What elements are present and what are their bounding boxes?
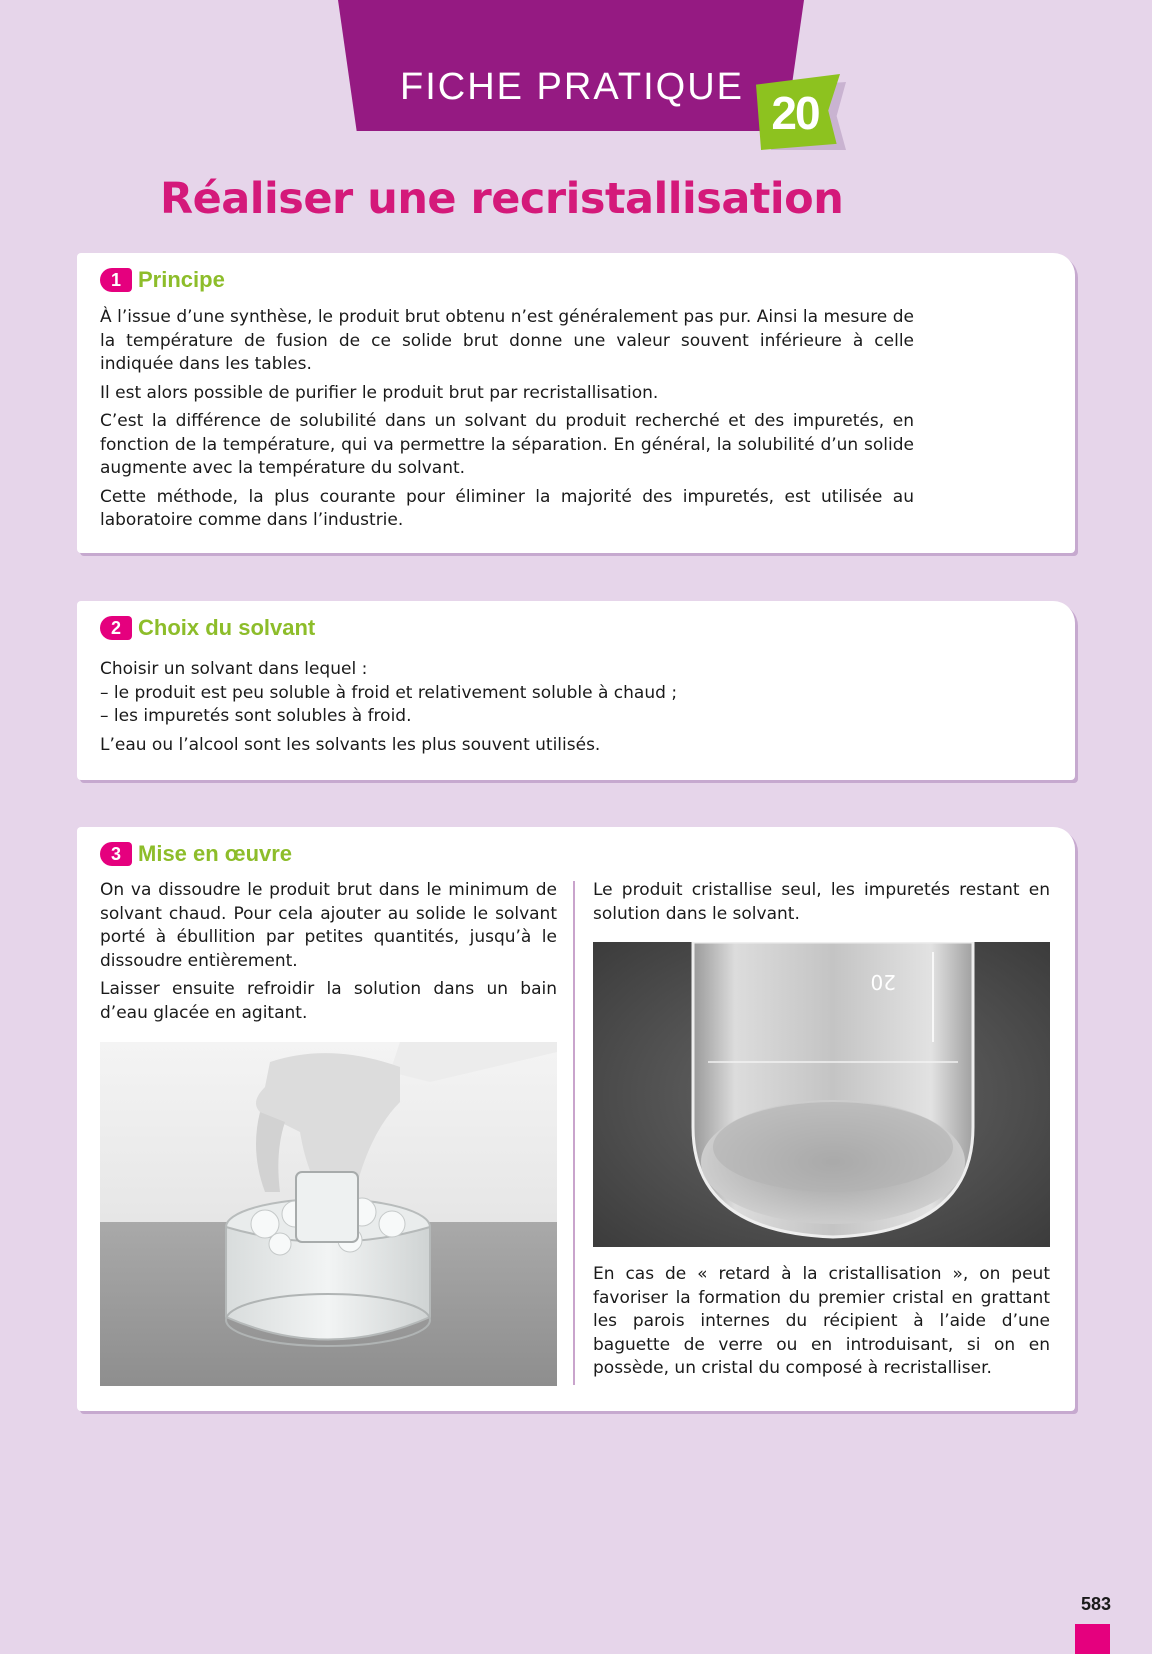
fiche-label: FICHE PRATIQUE [400, 66, 744, 108]
page-title: Réaliser une recristallisation [160, 174, 844, 224]
section-number: 2 [100, 616, 132, 640]
section-number: 3 [100, 842, 132, 866]
ice-bath-illustration [100, 1042, 557, 1386]
text-line: – le produit est peu soluble à froid et relativement soluble à chaud ; [100, 682, 678, 703]
section-title: Principe [138, 267, 225, 292]
paragraph: Laisser ensuite refroidir la solution dans un bain d’eau glacée en agitant. [100, 979, 557, 1023]
crystal-beaker-illustration [593, 942, 1050, 1247]
fiche-number: 20 [771, 87, 819, 139]
section-principe [77, 253, 1075, 553]
paragraph: Le produit cristallise seul, les impuretés restant en solution dans le solvant. [593, 880, 1050, 924]
section-number: 1 [100, 268, 132, 292]
section-header [100, 615, 315, 641]
text-line: Choisir un solvant dans lequel : [100, 659, 368, 679]
section-choix-solvant [77, 601, 1075, 780]
section-header [100, 841, 292, 867]
paragraph: En cas de « retard à la cristallisation », on peut favoriser la formation du premier cristal en grattant les parois internes du récipient à l’aide d’une baguette de verre ou en introduisant, si on en possède, un cristal du composé à recristalliser. [593, 1264, 1050, 1378]
page-number: 583 [1080, 1594, 1111, 1614]
section-header [100, 267, 225, 293]
ice-bath-photo [100, 1042, 557, 1386]
section-body [100, 306, 914, 538]
paragraph: Cette méthode, la plus courante pour éliminer la majorité des impuretés, est utilisée au laboratoire comme dans l’industrie. [100, 486, 914, 530]
paragraph: Il est alors possible de purifier le produit brut par recristallisation. [100, 382, 659, 403]
page-corner-mark [1075, 1624, 1110, 1654]
section-title: Choix du solvant [138, 615, 316, 640]
beaker-graduation: 20 [870, 970, 896, 994]
section-title: Mise en œuvre [138, 841, 293, 866]
column-divider [573, 881, 575, 1385]
right-column-top-text [593, 879, 1050, 931]
paragraph: On va dissoudre le produit brut dans le minimum de solvant chaud. Pour cela ajouter au solide le solvant porté à ébullition par petites quantités, jusqu’à le dissoudre entièrement. [100, 880, 557, 971]
left-column-text [100, 879, 557, 1030]
section-mise-en-oeuvre [77, 827, 1075, 1411]
paragraph: L’eau ou l’alcool sont les solvants les plus souvent utilisés. [100, 734, 601, 755]
paragraph: À l’issue d’une synthèse, le produit brut obtenu n’est généralement pas pur. Ainsi la mesure de la température de fusion de ce solide brut donne une valeur souvent inférieure à celle indiquée dans les tables. [100, 307, 914, 374]
text-line: – les impuretés sont solubles à froid. [100, 706, 412, 726]
right-column-bottom-text [593, 1263, 1050, 1386]
section-body [100, 658, 914, 762]
crystal-beaker-photo [593, 942, 1050, 1247]
paragraph: C’est la différence de solubilité dans un solvant du produit recherché et des impuretés, en fonction de la température, qui va permettre la séparation. En général, la solubilité d’un solide augmente avec la température du solvant. [100, 411, 914, 478]
